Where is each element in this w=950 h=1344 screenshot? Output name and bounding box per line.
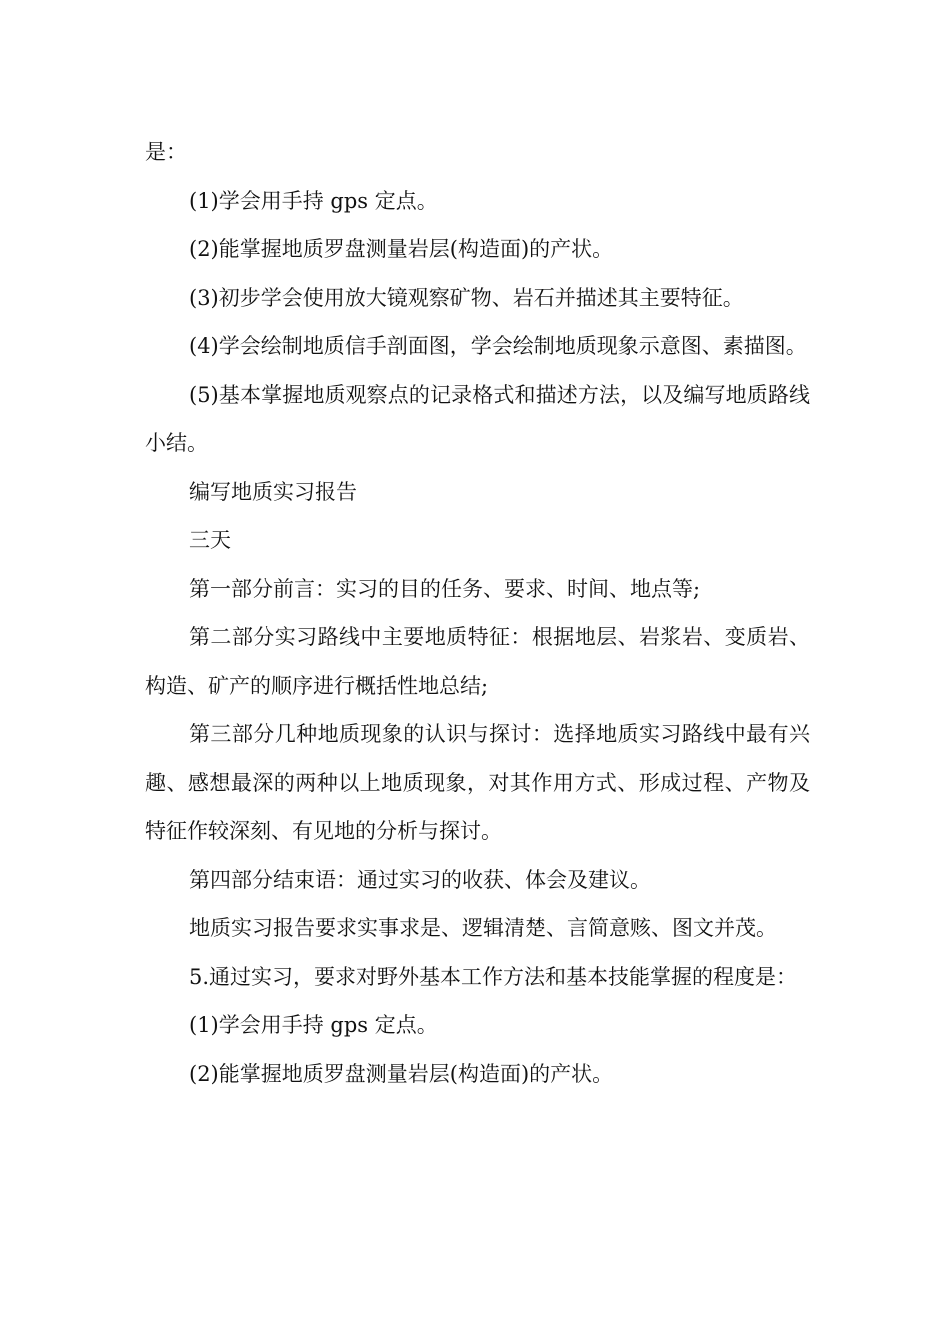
paragraph: (1)学会用手持 gps 定点。 <box>189 1013 438 1037</box>
paragraph: 是： <box>145 140 187 164</box>
paragraph: (3)初步学会使用放大镜观察矿物、岩石并描述其主要特征。 <box>189 285 744 310</box>
paragraph: 编写地质实习报告 <box>189 479 357 504</box>
paragraph: 5.通过实习，要求对野外基本工作方法和基本技能掌握的程度是： <box>189 964 798 989</box>
paragraph: 地质实习报告要求实事求是、逻辑清楚、言简意赅、图文并茂。 <box>189 916 777 940</box>
paragraph: 三天 <box>189 528 231 552</box>
paragraph: 第四部分结束语：通过实习的收获、体会及建议。 <box>189 867 651 892</box>
paragraph: 第一部分前言：实习的目的任务、要求、时间、地点等; <box>189 576 701 601</box>
paragraph: (5)基本掌握地质观察点的记录格式和描述方法，以及编写地质路线小结。 <box>145 382 810 455</box>
paragraph: (2)能掌握地质罗盘测量岩层(构造面)的产状。 <box>189 1061 614 1086</box>
paragraph: (4)学会绘制地质信手剖面图，学会绘制地质现象示意图、素描图。 <box>189 334 807 358</box>
paragraph: (2)能掌握地质罗盘测量岩层(构造面)的产状。 <box>189 237 614 261</box>
paragraph: 第三部分几种地质现象的认识与探讨：选择地质实习路线中最有兴趣、感想最深的两种以上地质现象，对其作用方式、形成过程、产物及特征作较深刻、有见地的分析与探讨。 <box>145 722 810 843</box>
paragraph: 第二部分实习路线中主要地质特征：根据地层、岩浆岩、变质岩、构造、矿产的顺序进行概括性地总结; <box>145 625 810 698</box>
document-body <box>145 128 810 1098</box>
paragraph: (1)学会用手持 gps 定点。 <box>189 188 438 213</box>
